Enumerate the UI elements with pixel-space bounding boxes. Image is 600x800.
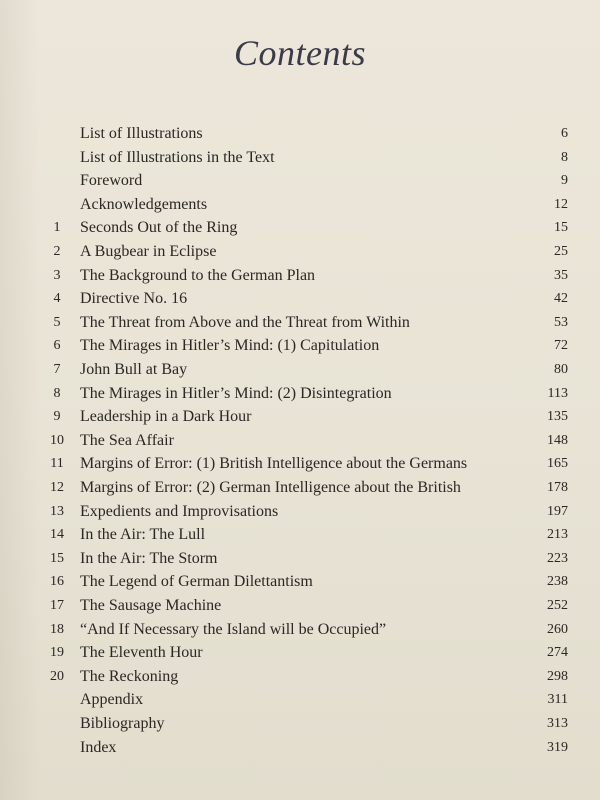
page-number: 311	[547, 692, 568, 708]
chapter-title: In the Air: The Storm	[80, 549, 218, 567]
toc-entry	[0, 712, 600, 736]
toc-entry	[0, 264, 600, 288]
page-number: 42	[554, 291, 568, 307]
chapter-title: List of Illustrations in the Text	[80, 148, 275, 166]
chapter-number: 5	[53, 314, 61, 330]
page-number: 165	[547, 456, 568, 472]
chapter-title: The Legend of German Dilettantism	[80, 573, 313, 591]
toc-entry	[0, 736, 600, 760]
page-number: 12	[554, 196, 568, 212]
chapter-number: 7	[53, 362, 61, 377]
toc-entry	[0, 405, 600, 429]
toc-entry	[0, 618, 600, 642]
toc-entry	[0, 334, 600, 358]
chapter-title: The Mirages in Hitler’s Mind: (1) Capitulation	[80, 337, 380, 355]
table-of-contents	[0, 120, 600, 770]
toc-entry	[0, 382, 600, 406]
toc-entry	[0, 570, 600, 594]
page-number: 313	[547, 716, 568, 731]
chapter-title: Seconds Out of the Ring	[80, 219, 238, 237]
toc-entry	[0, 146, 600, 170]
toc-entry	[0, 665, 600, 689]
chapter-number: 6	[53, 338, 61, 354]
page-number: 135	[547, 409, 568, 425]
chapter-number: 15	[50, 550, 64, 566]
chapter-title: In the Air: The Lull	[80, 526, 206, 544]
page-number: 197	[547, 503, 568, 519]
chapter-title: John Bull at Bay	[80, 361, 188, 378]
page-number: 6	[561, 126, 568, 141]
chapter-number: 4	[53, 291, 61, 307]
chapter-title: A Bugbear in Eclipse	[80, 243, 217, 260]
toc-entry	[0, 688, 600, 712]
toc-entry	[0, 523, 600, 547]
chapter-number: 17	[50, 598, 64, 613]
chapter-title: Foreword	[80, 172, 143, 190]
page-number: 148	[547, 432, 568, 448]
page-number: 274	[547, 645, 568, 661]
page-number: 178	[547, 480, 568, 495]
page-number: 223	[547, 550, 568, 566]
chapter-number: 11	[50, 456, 64, 472]
page-number: 260	[547, 621, 568, 637]
toc-entry	[0, 193, 600, 217]
toc-entry	[0, 452, 600, 476]
toc-entry	[0, 429, 600, 453]
page-number: 113	[547, 385, 568, 401]
toc-entry	[0, 169, 600, 193]
chapter-number: 2	[53, 244, 61, 259]
toc-entry	[0, 641, 600, 665]
page-number: 298	[547, 668, 568, 684]
chapter-title: Margins of Error: (2) German Intelligence about the British	[80, 479, 461, 496]
chapter-number: 10	[50, 432, 64, 448]
chapter-number: 9	[53, 409, 61, 425]
toc-entry	[0, 594, 600, 618]
page-number: 53	[554, 314, 568, 330]
toc-entry	[0, 287, 600, 311]
page-number: 252	[547, 598, 568, 613]
page-number: 72	[554, 338, 568, 354]
chapter-title: “And If Necessary the Island will be Occupied”	[80, 620, 387, 638]
chapter-title: Margins of Error: (1) British Intelligence about the Germans	[80, 455, 468, 473]
chapter-title: The Eleventh Hour	[80, 644, 203, 662]
page-title: Contents	[233, 33, 366, 73]
page-number: 15	[554, 220, 568, 236]
toc-entry	[0, 476, 600, 500]
page-number: 80	[554, 362, 568, 377]
chapter-title: Directive No. 16	[80, 290, 188, 308]
chapter-number: 13	[50, 503, 64, 519]
toc-entry	[0, 122, 600, 146]
chapter-title: Index	[80, 738, 117, 756]
toc-entry	[0, 240, 600, 264]
chapter-title: The Background to the German Plan	[80, 266, 316, 284]
chapter-title: Leadership in a Dark Hour	[80, 408, 252, 426]
page-number: 8	[561, 149, 568, 165]
chapter-title: The Sea Affair	[80, 431, 174, 449]
chapter-title: The Reckoning	[80, 667, 179, 685]
chapter-number: 16	[50, 574, 64, 590]
chapter-title: The Sausage Machine	[80, 597, 222, 614]
chapter-title: Appendix	[80, 691, 144, 709]
toc-entry	[0, 216, 600, 240]
chapter-number: 3	[53, 267, 61, 283]
chapter-title: Expedients and Improvisations	[80, 502, 279, 520]
chapter-title: The Mirages in Hitler’s Mind: (2) Disintegration	[80, 384, 392, 402]
page-number: 238	[547, 574, 568, 590]
chapter-number: 18	[50, 621, 64, 637]
chapter-title: List of Illustrations	[80, 125, 203, 142]
page-number: 25	[554, 244, 568, 259]
toc-entry	[0, 358, 600, 382]
toc-entry	[0, 500, 600, 524]
chapter-title: Acknowledgements	[80, 195, 208, 213]
chapter-number: 12	[50, 480, 64, 495]
toc-entry	[0, 547, 600, 571]
page-number: 35	[554, 267, 568, 283]
chapter-title: Bibliography	[80, 715, 165, 732]
page-number: 213	[547, 527, 568, 543]
chapter-number: 8	[53, 385, 61, 401]
chapter-number: 19	[50, 645, 64, 661]
chapter-number: 14	[50, 527, 64, 543]
chapter-number: 1	[53, 220, 61, 236]
page-number: 9	[561, 173, 568, 189]
page-number: 319	[547, 739, 568, 755]
chapter-number: 20	[50, 668, 64, 684]
chapter-title: The Threat from Above and the Threat from Within	[80, 313, 410, 331]
toc-entry	[0, 311, 600, 335]
